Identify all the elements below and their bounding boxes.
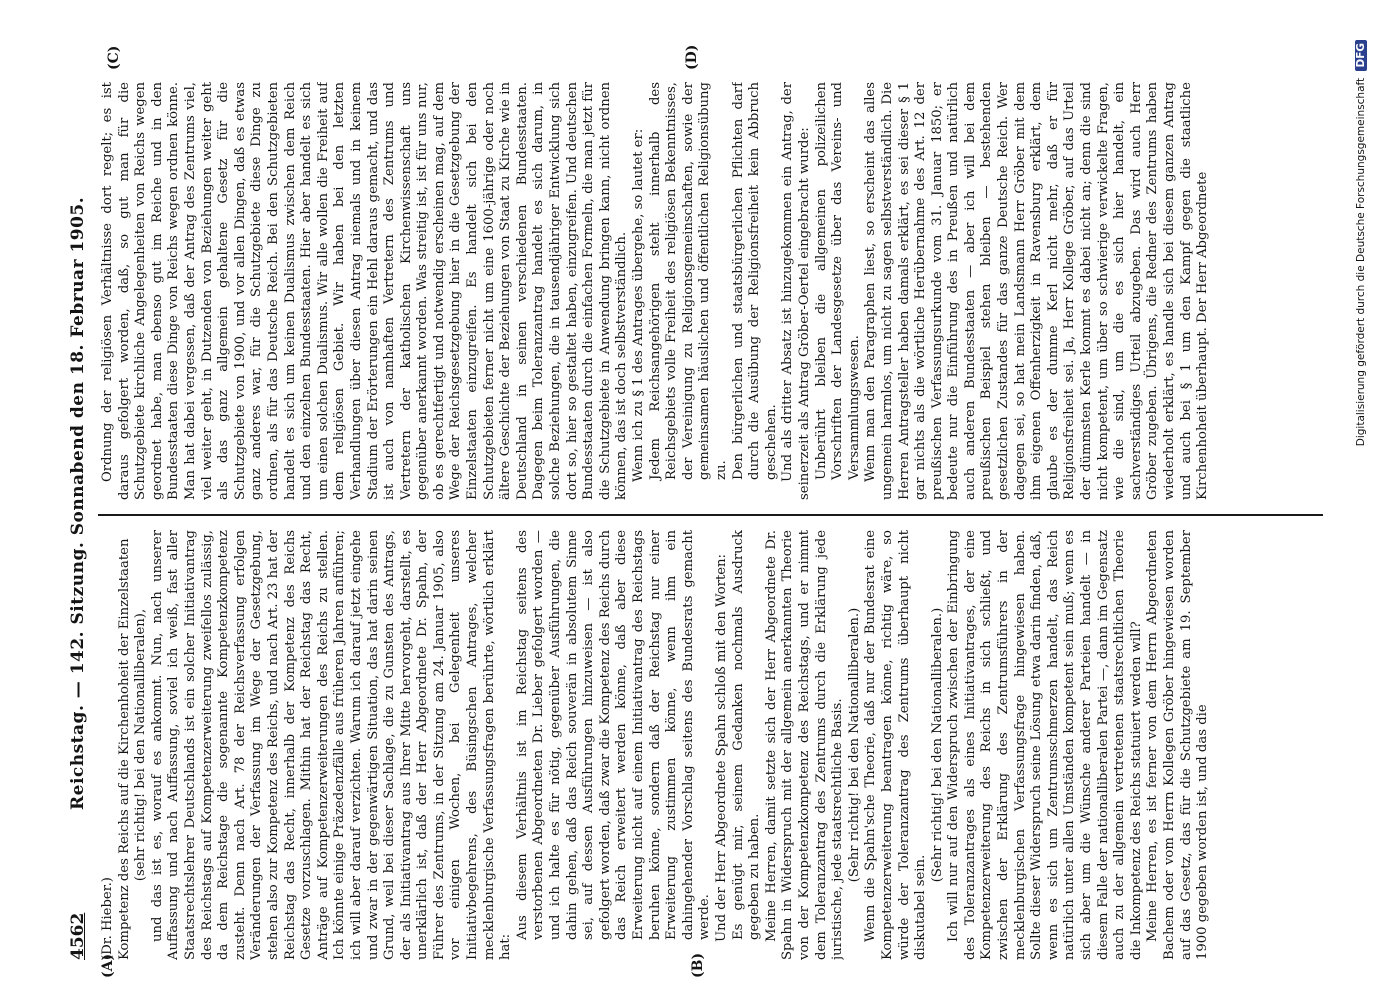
paragraph: Und der Herr Abgeordnete Spahn schloß mit den Worten:	[713, 554, 729, 942]
paragraph: Unberührt bleiben die allgemeinen polizeilichen Vorschriften der Landesgesetze über das Vereins- und Versammlungswesen.	[813, 82, 862, 480]
margin-marker-b: (B)	[690, 952, 706, 978]
page-number: 4562	[68, 912, 88, 960]
margin-marker-a: (A)	[100, 953, 116, 978]
paragraph: (Sehr richtig! bei den Nationalliberalen.)	[929, 607, 945, 883]
column-divider	[98, 514, 1323, 516]
paragraph: (Sehr richtig! bei den Nationalliberalen.)	[846, 607, 862, 883]
paragraph: Wenn man den Paragraphen liest, so erscheint das alles ungemein harmlos, um nicht zu sagen selbstverständlich. Die Herren Antragsteller haben damals erklärt, es sei dieser § 1 gar nichts als die wörtliche Herübernahme des Art. 12 der preußischen Verfassungsurkunde vom 31. Januar 1850; er bedeute nur die Einführung des in Preußen und natürlich auch anderen Bundesstaaten — aber ich will bei dem preußischen Beispiel stehen bleiben — bestehenden gesetzlichen Zustandes für das ganze Deutsche Reich. Wer dagegen sei, so hat mein Landsmann Herr Gröber mit dem ihm eigenen Offenherzigkeit in Ravensburg erklärt, dem glaube es der dumme Kerl nicht mehr, daß er für Religionsfreiheit sei. Ja, Herr Kollege Gröber, auf das Urteil der dümmsten Kerle kommt es dabei nicht an; denn die sind nicht kompetent, um über so schwierige verwickelte Fragen, wie die sind, um die es sich hier handelt, ein sachverständiges Urteil abzugeben. Das wird auch Herr Gröber zugeben. Übrigens, die Redner des Zentrums haben wiederholt erklärt, es handle sich bei diesem ganzen Antrag und auch bei § 1 um den Kampf gegen die staatliche Kirchenhoheit überhaupt. Der Herr Abgeordnete	[863, 82, 1211, 500]
page-header	[68, 90, 96, 960]
dfg-logo: DFG	[1355, 40, 1367, 71]
paragraph: Und als dritter Absatz ist hinzugekommen ein Antrag, der seinerzeit als Antrag Gröber-Oertel eingebracht wurde:	[780, 82, 812, 500]
digitization-credit	[1355, 40, 1367, 960]
credit-text: Digitalisierung gefördert durch die Deutsche Forschungsgemeinschaft	[1355, 77, 1367, 447]
paragraph: (Dr. Hieber.)	[100, 877, 115, 960]
paragraph: Es genügt mir, seinem Gedanken nochmals Ausdruck gegeben zu haben.	[730, 530, 763, 940]
paragraph: Jedem Reichsangehörigen steht innerhalb des Reichsgebiets volle Freiheit des religiösen Bekenntnisses, der Vereinigung zu Religionsgemeinschaften, sowie der gemeinsamen häuslichen und öffentlichen Religionsübung zu.	[647, 82, 729, 480]
text-column-left	[100, 530, 1315, 960]
paragraph: und das ist es, worauf es ankommt. Nun, nach unserer Auffassung und nach Auffassung, soviel ich weiß, fast aller Staatsrechtslehrer Deutschlands ist ein solcher Initiativantrag des Reichstags auf Kompetenzerweiterung zweifellos zulässig, da dem Reichstage die sogenannte Kompetenzkompetenz zusteht. Denn nach Art. 78 der Reichsverfassung erfolgen Veränderungen der Verfassung im Wege der Gesetzgebung, stehen also zur Kompetenz des Reichs, und nach Art. 23 hat der Reichstag das Recht, innerhalb der Kompetenz des Reichs Gesetze vorzuschlagen. Mithin hat der Reichstag das Recht, Anträge auf Kompetenzerweiterungen des Reichs zu stellen. Ich könnte einige Präzedenzfälle aus früheren Jahren anführen; ich will aber darauf verzichten. Warum ich darauf jetzt eingehe und zwar in der gegenwärtigen Situation, das hat darin seinen Grund, weil bei dieser Sachlage, die zu Gunsten des Antrags, der als Initiativantrag aus Ihrer Mitte hervorgeht, darstellt, es unerklärlich ist, daß der Herr Abgeordnete Dr. Spahn, der Führer des Zentrums, in der Sitzung am 24. Januar 1905, also vor einigen Wochen, bei Gelegenheit unseres Initiativbegehrens, des Büsingschen Antrages, welcher mecklenburgische Verfassungsfragen berührte, wörtlich erklärt hat:	[149, 530, 514, 960]
paragraph: Ich will nur auf den Widerspruch zwischen der Einbringung des Toleranzantrages als eines Initiativantrages, der eine Kompetenzerweiterung des Reichs in sich schließt, und zwischen der Erklärung des Zentrumsführers in der mecklenburgischen Verfassungsfrage hingewiesen haben. Sollte dieser Widerspruch seine Lösung etwa darin finden, daß, wenn es sich um Zentrumsschmerzen handelt, das Reich natürlich unter allen Umständen kompetent sein muß; wenn es sich aber um die Wünsche anderer Parteien handelt — in diesem Falle der nationalliberalen Partei —, dann im Gegensatz auch zu der allgemein vertretenen staatsrechtlichen Theorie die Inkompetenz des Reichs statuiert werden will?	[946, 530, 1144, 960]
margin-marker-c: (C)	[106, 45, 122, 70]
running-title: Reichstag. — 142. Sitzung. Sonnabend den 18. Februar 1905.	[68, 196, 88, 810]
margin-marker-d: (D)	[684, 44, 700, 70]
paragraph: Wenn die Spahn'sche Theorie, daß nur der Bundesrat eine Kompetenzerweiterung beantragen könne, richtig wäre, so würde der Toleranzantrag des Zentrums überhaupt nicht diskutabel sein.	[863, 530, 929, 960]
paragraph: Meine Herren, damit setzte sich der Herr Abgeordnete Dr. Spahn in Widerspruch mit der allgemein anerkannten Theorie von der Kompetenzkompetenz des Reichstags, und er nimmt dem Toleranzantrag des Zentrums durch die Erklärung jede juristische, jede staatsrechtliche Basis.	[763, 530, 846, 960]
text-column-right	[100, 82, 1315, 500]
paragraph: Wenn ich zu § 1 des Antrages übergehe, so lautet er:	[631, 128, 646, 482]
paragraph: (sehr richtig! bei den Nationalliberalen),	[133, 608, 149, 882]
paragraph: Aus diesem Verhältnis ist im Reichstag seitens des verstorbenen Abgeordneten Dr. Lieber gefolgert worden — und ich halte es für nötig, gegenüber Ausführungen, die dahin gehen, daß das Reich souverän in absolutem Sinne sei, auf dessen Ausführungen hinzuweisen — ist also gefolgert worden, daß zwar die Kompetenz des Reichs durch das Reich erweitert werden könne, daß aber diese Erweiterung nicht auf einem Initiativantrag des Reichstags beruhen könne, sondern daß der Reichstag nur einer Erweiterung zustimmen könne, wenn ihm ein dahingehender Vorschlag seitens des Bundesrats gemacht werde.	[514, 530, 713, 940]
paragraph: Kompetenz des Reichs auf die Kirchenhoheit der Einzelstaaten	[116, 538, 132, 960]
paragraph: Den bürgerlichen und staatsbürgerlichen Pflichten darf durch die Ausübung der Religionsfreiheit kein Abbruch geschehen.	[730, 82, 779, 480]
paragraph: Ordnung der religiösen Verhältnisse dort regelt; es ist daraus gefolgert worden, daß, so gut man für die Schutzgebiete kirchliche Angelegenheiten von Reichs wegen geordnet habe, man ebenso gut im Reiche und in den Bundesstaaten diese Dinge von Reichs wegen ordnen könne. Man hat dabei vergessen, daß der Antrag des Zentrums viel, viel weiter geht, in Dutzenden von Beziehungen weiter geht als das ganz allgemein gehaltene Gesetz für die Schutzgebiete von 1900, und vor allen Dingen, daß es etwas ganz anderes war, für die Schutzgebiete diese Dinge zu ordnen, als für das Deutsche Reich. Bei den Schutzgebieten handelt es sich um keinen Dualismus zwischen dem Reich und den einzelnen Bundesstaaten. Hier aber handelt es sich um einen solchen Dualismus. Wir alle wollen die Freiheit auf dem religiösen Gebiet. Wir haben bei den letzten Verhandlungen über diesen Antrag niemals und in keinem Stadium der Erörterungen ein Hehl daraus gemacht, und das ist auch von namhaften Vertretern des Zentrums und Vertretern der katholischen Kirchenwissenschaft uns gegenüber anerkannt worden. Was streitig ist, ist für uns nur, ob es gerechtfertigt und notwendig erscheinen mag, auf dem Wege der Reichsgesetzgebung hier in die Gesetzgebung der Einzelstaaten einzugreifen. Es handelt sich bei den Schutzgebieten ferner nicht um eine 1600-jährige oder noch ältere Geschichte der Beziehungen von Staat zu Kirche wie in Deutschland in seinen verschiedenen Bundesstaaten. Dagegen beim Toleranzantrag handelt es sich darum, in solche Beziehungen, die in tausendjähriger Entwicklung sich dort so, hier so gestaltet haben, einzugreifen. Und deutschen Bundesstaaten durch die einfachen Formeln, die man jetzt für die Schutzgebiete in Anwendung bringen kann, nicht ordnen können, das ist doch selbstverständlich.	[100, 82, 630, 500]
paragraph: Meine Herren, es ist ferner von dem Herrn Abgeordneten Bachem oder vom Herrn Kollegen Gröber hingewiesen worden auf das Gesetz, das für die Schutzgebiete am 19. September 1900 gegeben worden ist, und das die	[1145, 530, 1211, 960]
